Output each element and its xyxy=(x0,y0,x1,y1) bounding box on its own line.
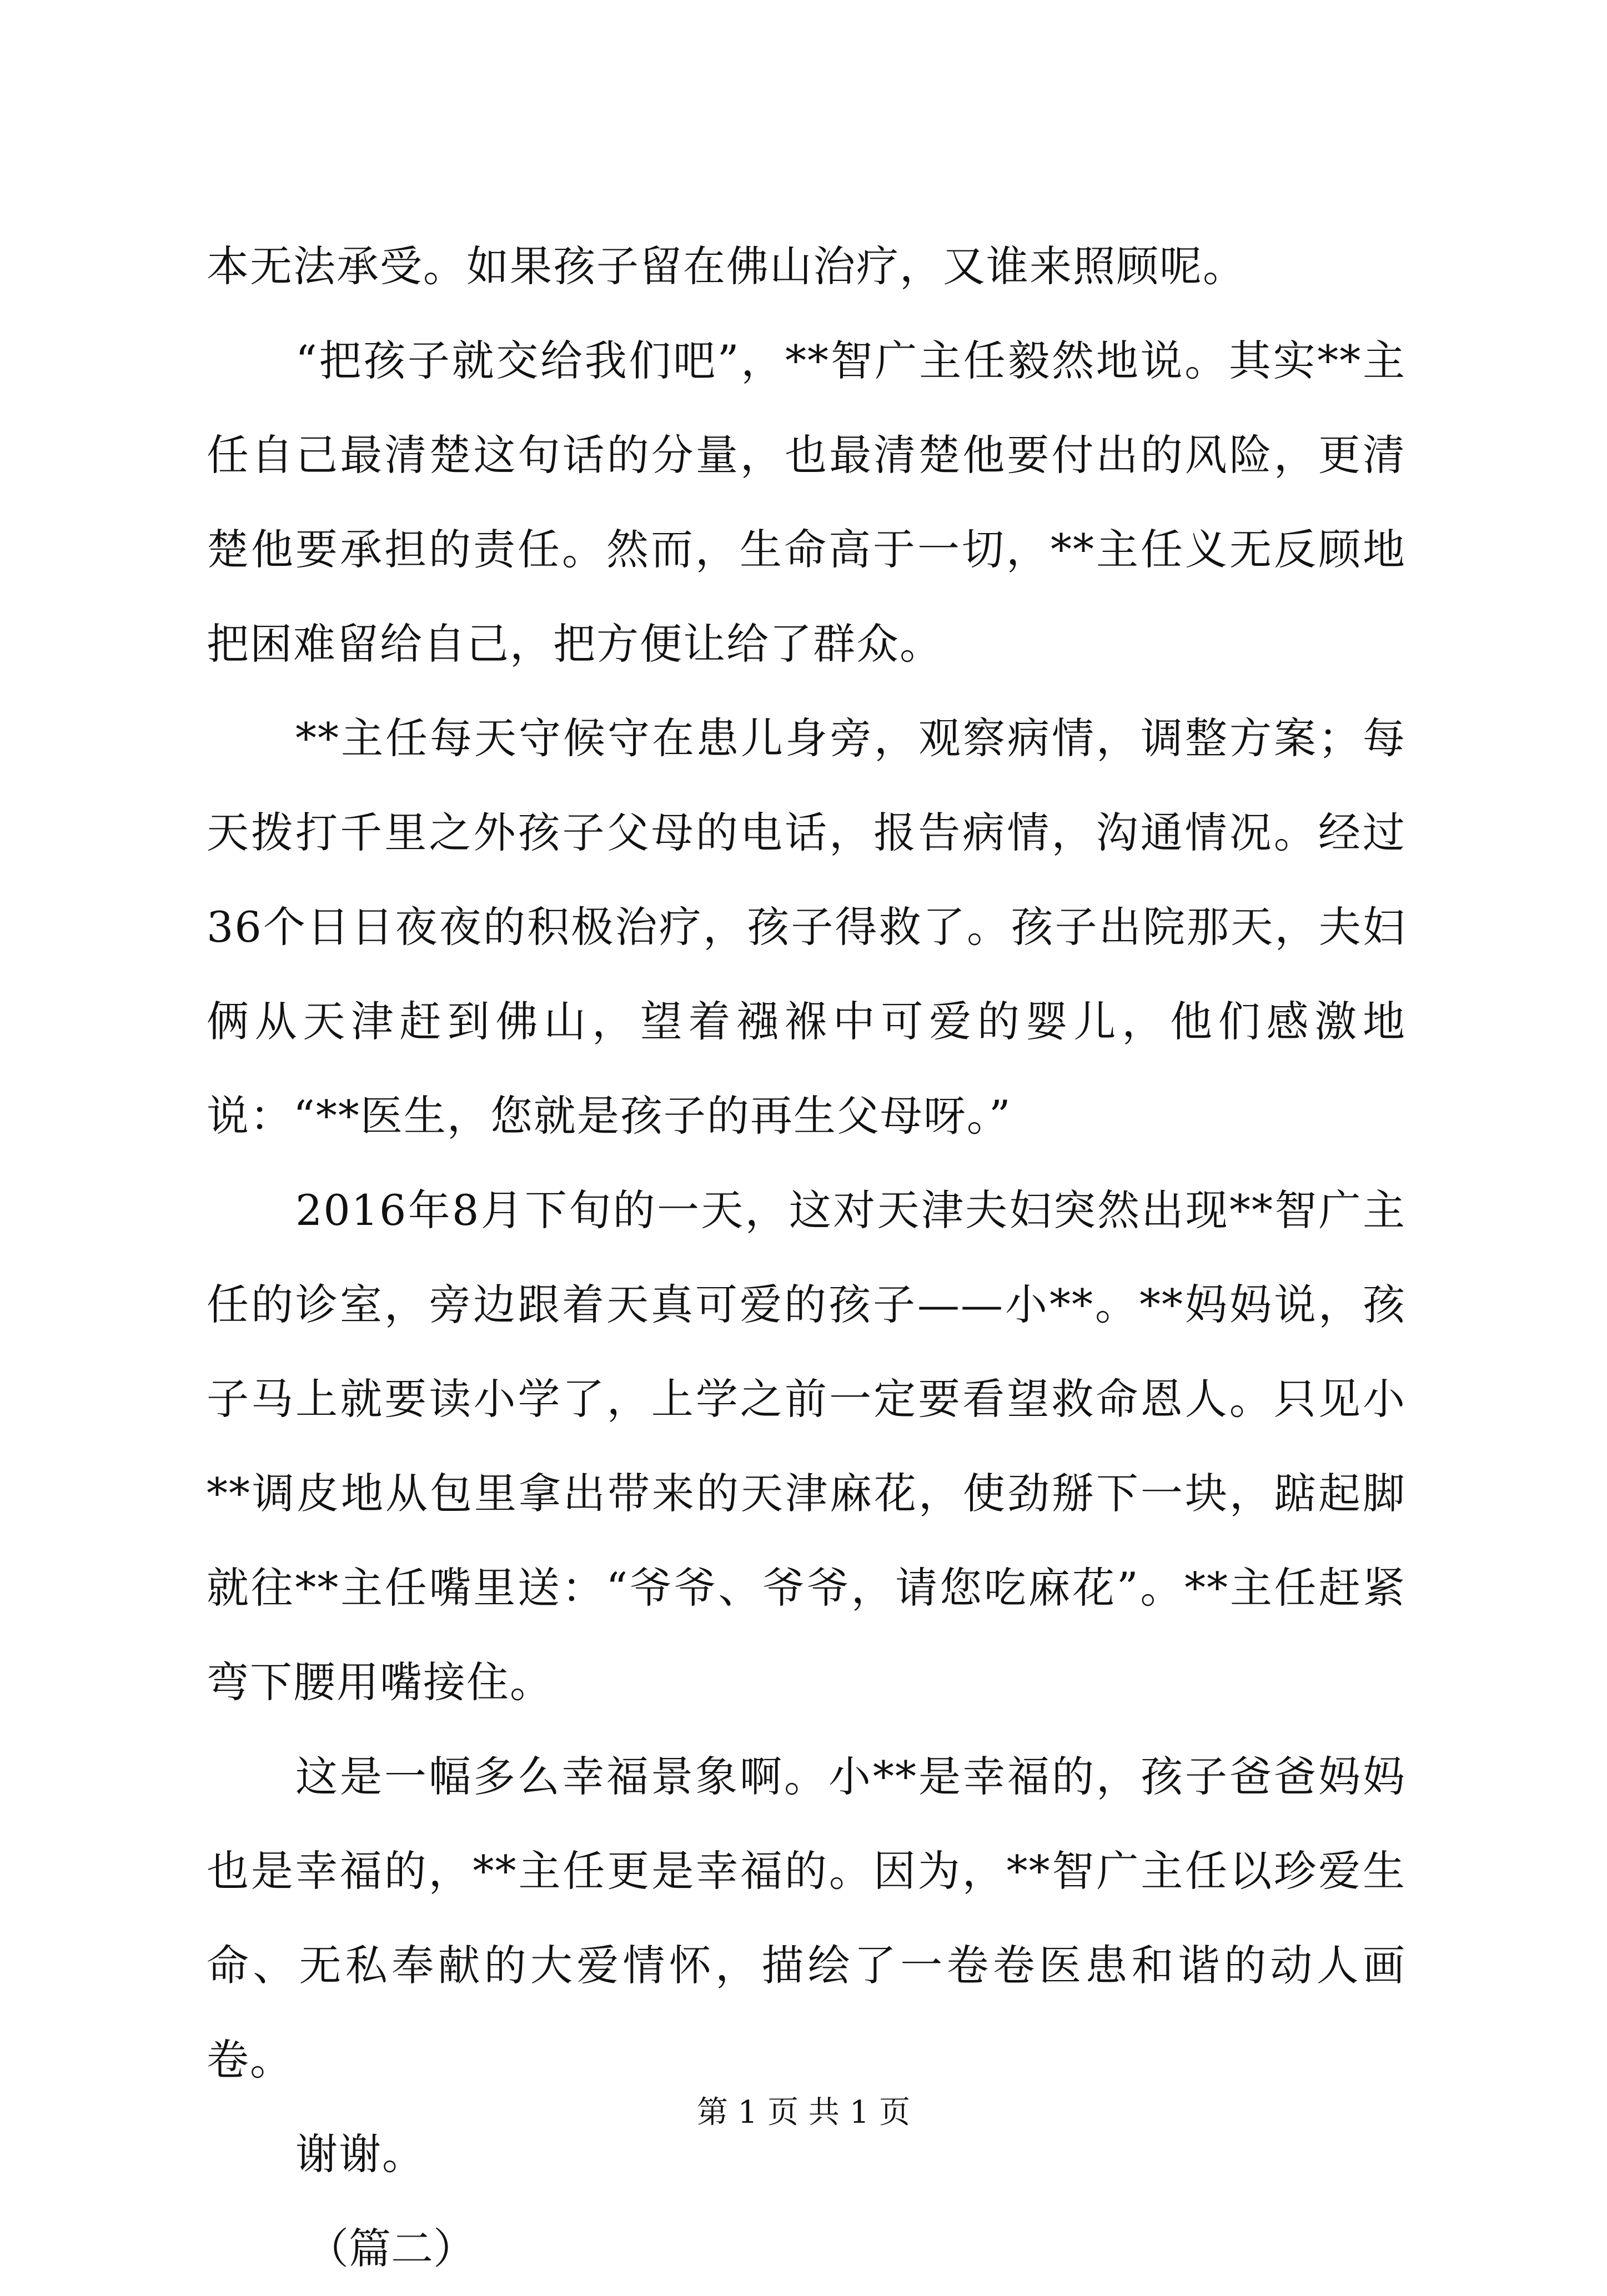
paragraph: **主任每天守候守在患儿身旁，观察病情，调整方案；每天拨打千里之外孩子父母的电话，报告病情，沟通情况。经过36个日日夜夜的积极治疗，孩子得救了。孩子出院那天，夫妇俩从天津赶到佛山，望着襁褓中可爱的婴儿，他们感激地说：“**医生，您就是孩子的再生父母呀。” xyxy=(207,714,1406,1141)
paragraph-continuation: 本无法承受。如果孩子留在佛山治疗，又谁来照顾呢。 xyxy=(207,242,1246,291)
document-body xyxy=(207,219,1406,2296)
section-heading: （篇二） xyxy=(307,2224,475,2273)
page-footer: 第 1 页 共 1 页 xyxy=(696,2094,911,2131)
paragraph: 2016年8月下旬的一天，这对天津夫妇突然出现**智广主任的诊室，旁边跟着天真可爱的孩子——小**。**妈妈说，孩子马上就要读小学了，上学之前一定要看望救命恩人。只见小**调皮地从包里拿出带来的天津麻花，使劲掰下一块，踮起脚就往**主任嘴里送：“爷爷、爷爷，请您吃麻花”。**主任赶紧弯下腰用嘴接住。 xyxy=(207,1185,1406,1707)
paragraph: 这是一幅多么幸福景象啊。小**是幸福的，孩子爸爸妈妈也是幸福的，**主任更是幸福的。因为，**智广主任以珍爱生命、无私奉献的大爱情怀，描绘了一卷卷医患和谐的动人画卷。 xyxy=(207,1752,1406,2084)
closing-thanks: 谢谢。 xyxy=(295,2129,425,2179)
paragraph: “把孩子就交给我们吧”，**智广主任毅然地说。其实**主任自己最清楚这句话的分量，也最清楚他要付出的风险，更清楚他要承担的责任。然而，生命高于一切，**主任义无反顾地把困难留给自己，把方便让给了群众。 xyxy=(207,336,1406,669)
